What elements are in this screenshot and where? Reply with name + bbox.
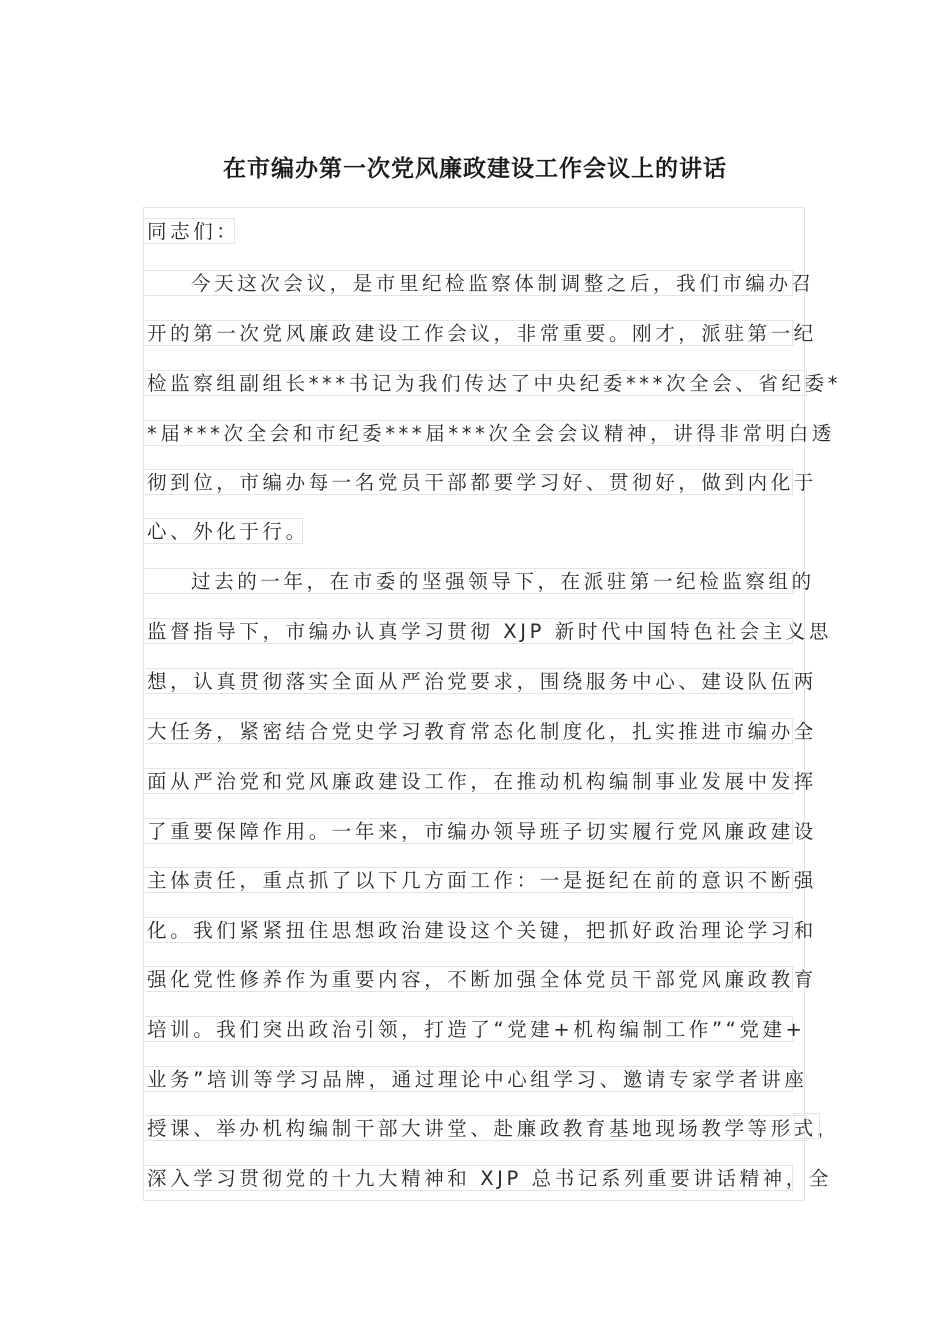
document-title: 在市编办第一次党风廉政建设工作会议上的讲话 [223,156,727,182]
page-content-frame [143,207,842,1201]
paragraph-line: 深入学习贯彻党的十九大精神和 XJP 总书记系列重要讲话精神，全 [147,1167,832,1190]
paragraph-line: 检监察组副组长***书记为我们传达了中央纪委***次全会、省纪委* [147,372,842,395]
salutation: 同志们： [147,220,240,243]
paragraph-line: 化。我们紧紧扭住思想政治建设这个关键，把抓好政治理论学习和 [147,919,817,942]
paragraph-line: 今天这次会议，是市里纪检监察体制调整之后，我们市编办召 [145,270,793,296]
paragraph-line: 强化党性修养作为重要内容，不断加强全体党员干部党风廉政教育 [147,968,817,991]
paragraph-line: 监督指导下，市编办认真学习贯彻 XJP 新时代中国特色社会主义思 [147,620,832,643]
paragraph-line: 业务”培训等学习品牌，通过理论中心组学习、邀请专家学者讲座 [147,1068,808,1091]
paragraph-line: 过去的一年，在市委的坚强领导下，在派驻第一纪检监察组的 [145,568,793,594]
paragraph-line: 授课、举办机构编制干部大讲堂、赴廉政教育基地现场教学等形式， [147,1117,841,1140]
paragraph-line: 心、外化于行。 [147,520,309,543]
paragraph-line: 面从严治党和党风廉政建设工作，在推动机构编制事业发展中发挥 [147,770,817,793]
paragraph-line: 了重要保障作用。一年来，市编办领导班子切实履行党风廉政建设 [147,820,817,843]
paragraph-line: *届***次全会和市纪委***届***次全会会议精神，讲得非常明白透 [147,422,835,445]
paragraph-line: 开的第一次党风廉政建设工作会议，非常重要。刚才，派驻第一纪 [147,322,817,345]
paragraph-line: 大任务，紧密结合党史学习教育常态化制度化，扎实推进市编办全 [147,720,817,743]
paragraph-line: 培训。我们突出政治引领，打造了“党建+机构编制工作”“党建+ [147,1018,806,1041]
paragraph-line: 主体责任，重点抓了以下几方面工作：一是挺纪在前的意识不断强 [147,869,817,892]
paragraph-line: 彻到位，市编办每一名党员干部都要学习好、贯彻好，做到内化于 [147,471,817,494]
overflow-marker [794,1113,820,1139]
paragraph-line: 想，认真贯彻落实全面从严治党要求，围绕服务中心、建设队伍两 [147,670,817,693]
